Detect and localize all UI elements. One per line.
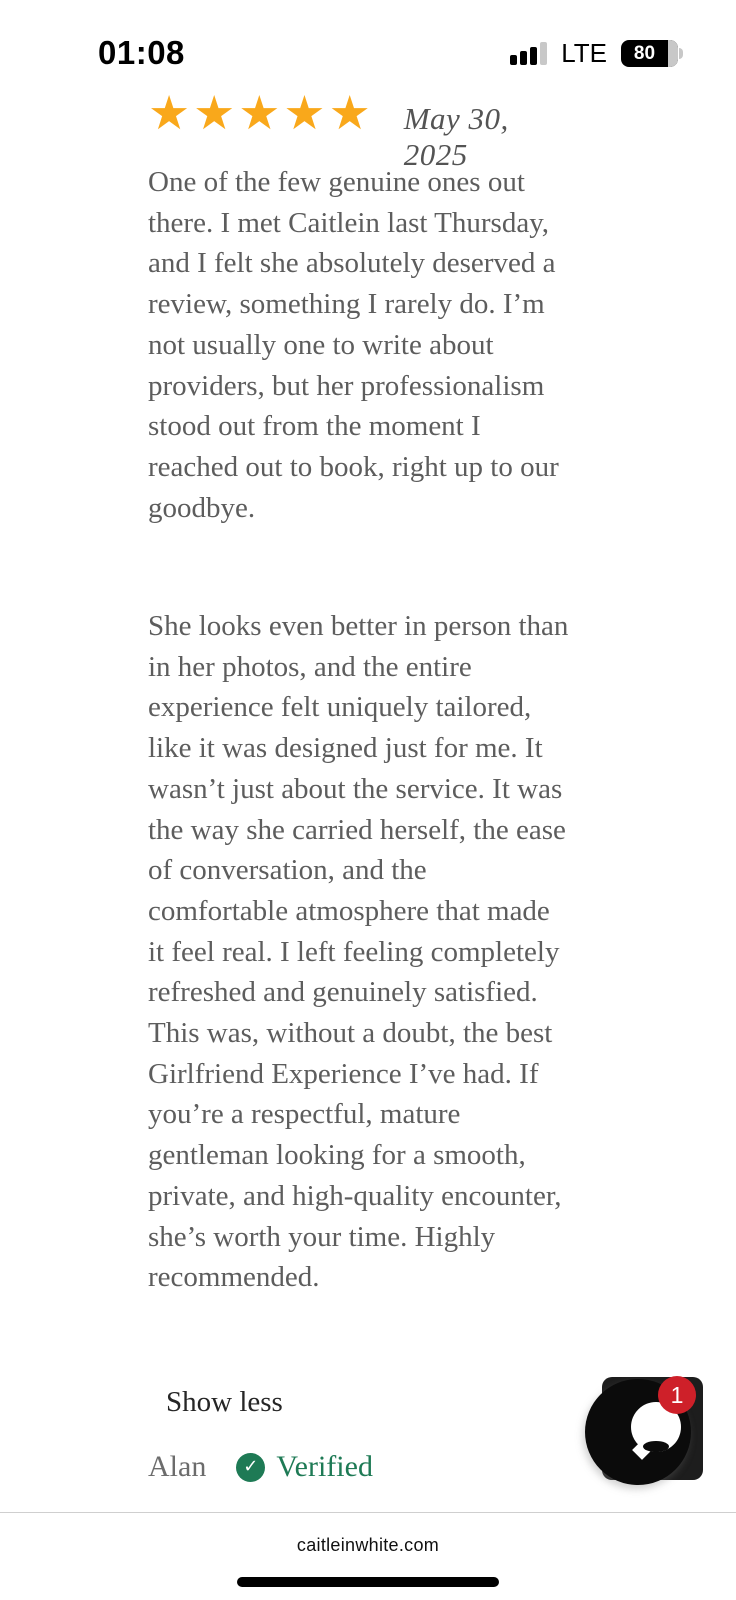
network-type-label: LTE [561,38,607,68]
review-date: May 30, 2025 [403,101,509,172]
show-less-link[interactable]: Show less [166,1386,283,1418]
star-rating [148,86,374,141]
star-icon: ★ [193,86,239,141]
star-icon: ★ [283,86,329,141]
browser-bottom-bar [0,1512,736,1600]
review-header [148,86,572,173]
chat-unread-badge: 1 [658,1376,696,1414]
status-bar-right [510,38,683,69]
review-paragraph: She looks even better in person than in her photos, and the entire experience felt uniquely tailored, like it was designed just for me. It wasn’t just about the service. It was the way she carried herself, the ease of conversation, and the comfortable atmosphere that made it feel real. I left feeling completely refreshed and genuinely satisfied. This was, without a doubt, the best Girlfriend Experience I’ve had. If you’re a respectful, mature gentleman looking for a smooth, private, and high-quality encounter, she’s worth your time. Highly recommended. [148,610,569,1294]
star-icon: ★ [148,86,194,141]
star-icon: ★ [328,86,374,141]
home-indicator[interactable] [237,1577,499,1587]
review-card [148,86,572,1483]
verified-label: Verified [276,1450,373,1483]
chat-smile [643,1441,669,1452]
review-paragraph: One of the few genuine ones out there. I met Caitlein last Thursday, and I felt she absolutely deserved a review, something I rarely do. I’m not usually one to write about providers, but her professionalism stood out from the moment I reached out to book, right up to our goodbye. [148,166,559,524]
cellular-signal-icon [510,42,547,65]
battery-icon [621,40,683,67]
address-bar-url[interactable]: caitleinwhite.com [296,1535,440,1555]
status-bar-time: 01:08 [98,34,185,71]
star-icon: ★ [238,86,284,141]
reviewer-name: Alan [148,1450,207,1483]
verified-check-icon: ✓ [236,1453,265,1482]
battery-percent: 80 [633,43,656,64]
reviewer-row [148,1450,373,1484]
chat-widget-button[interactable] [602,1377,703,1480]
